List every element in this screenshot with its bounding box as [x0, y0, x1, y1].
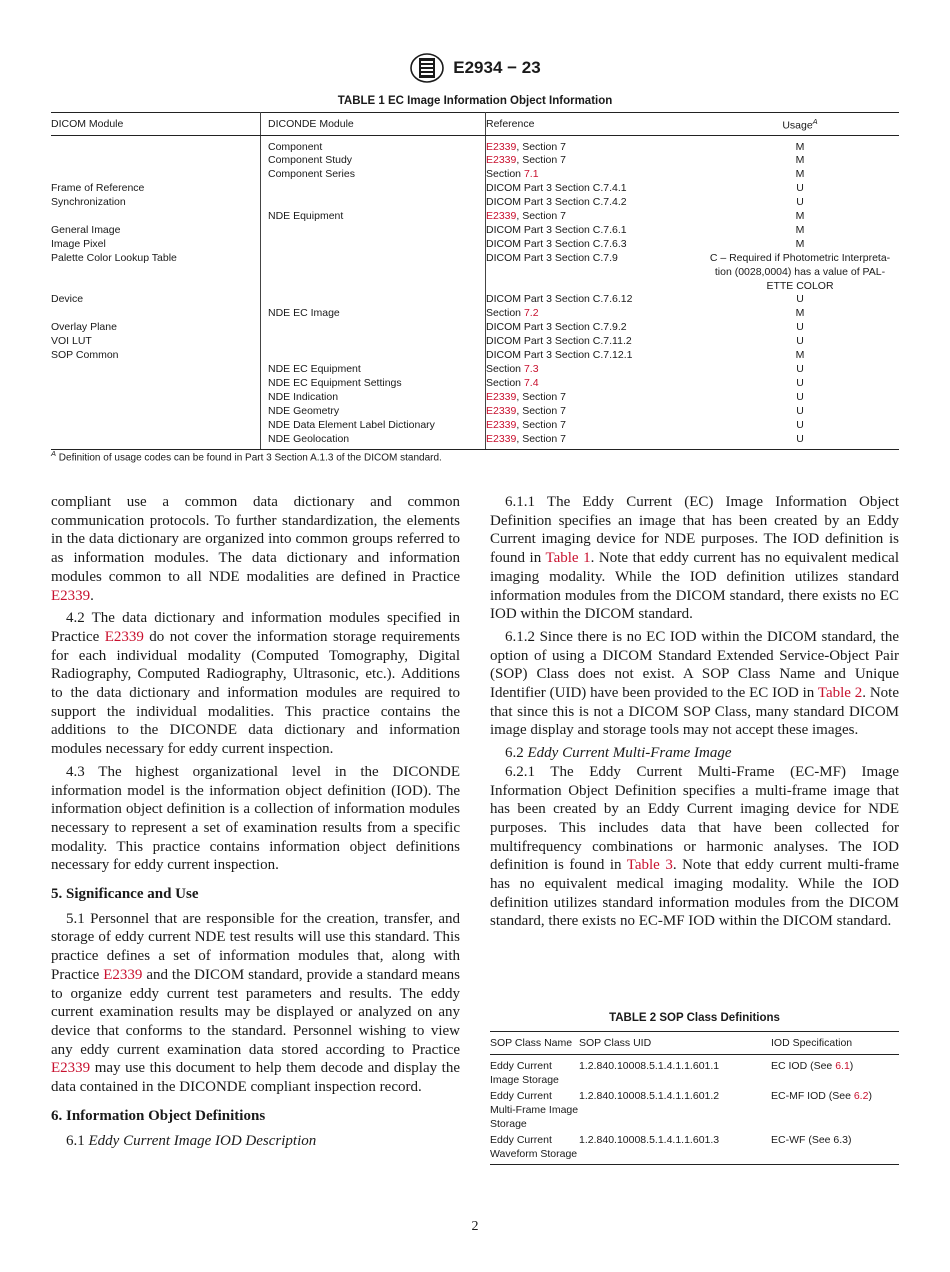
reference-cell [486, 196, 702, 210]
reference-text: Section [486, 376, 524, 389]
table1-row [51, 252, 899, 294]
dicom-module-cell: Overlay Plane [51, 321, 261, 335]
reference-text: DICOM Part 3 Section C.7.6.3 [486, 237, 627, 250]
dicom-module-cell: Device [51, 293, 261, 307]
reference-cell [486, 335, 702, 349]
footnote-text: Definition of usage codes can be found in Part 3 Section A.1.3 of the DICOM standard. [56, 452, 442, 464]
reference-cell [486, 154, 702, 168]
usage-cell: M [795, 210, 805, 223]
iod-text: EC-MF IOD (See [771, 1090, 854, 1102]
usage-line: C – Required if Photometric Interpreta- [709, 251, 891, 264]
diconde-module-cell: NDE EC Equipment [261, 363, 486, 377]
reference-cell [486, 391, 702, 405]
dicom-module-cell: SOP Common [51, 349, 261, 363]
reference-cell [486, 135, 702, 154]
text: . Note that eddy current has no equivalent medical imaging modality. While the IOD definition utilizes standard information modules from the DICOM standard, there exists no EC IOD within the DICOM standard. [490, 550, 899, 623]
table1-row [51, 433, 899, 450]
usage-cell: U [796, 418, 804, 431]
paragraph-4-1-cont [51, 493, 460, 605]
text: . [90, 587, 94, 604]
astm-logo-icon [409, 52, 445, 84]
left-column [51, 493, 460, 1150]
diconde-module-cell: Component [261, 135, 486, 154]
usage-cell [701, 252, 899, 294]
usage-cell: M [795, 223, 805, 236]
diconde-module-cell [261, 252, 486, 294]
iod-spec-cell [771, 1055, 899, 1088]
reference-text: DICOM Part 3 Section C.7.9.2 [486, 321, 627, 334]
dicom-module-cell [51, 377, 261, 391]
diconde-module-cell: Component Series [261, 168, 486, 182]
section-link[interactable]: 7.1 [523, 168, 539, 181]
diconde-module-cell [261, 238, 486, 252]
table1-row [51, 321, 899, 335]
usage-cell: U [796, 321, 804, 334]
section-title: Eddy Current Multi-Frame Image [527, 745, 732, 762]
table1-row [51, 154, 899, 168]
reference-link[interactable]: E2339 [486, 210, 517, 223]
usage-cell: M [795, 154, 805, 167]
text: compliant use a common data dictionary and common communication protocols. To further standardization, the elements in the data dictionary are organized into common groups referred to as information modules. The data dictionary and information modules common to all NDE modalities are defined in Practice [51, 494, 460, 585]
section-link[interactable]: 7.4 [523, 376, 539, 389]
diconde-module-cell: NDE Indication [261, 391, 486, 405]
table1-footnote [51, 449, 442, 463]
paragraph-6-1-2 [490, 628, 899, 740]
section-number: 6.1 [66, 1132, 89, 1149]
table1-row [51, 293, 899, 307]
dicom-module-cell [51, 307, 261, 321]
table2-header-row [490, 1032, 899, 1055]
paragraph-6-1 [51, 1132, 460, 1151]
usage-cell: U [796, 196, 804, 209]
usage-line: ETTE COLOR [766, 279, 834, 292]
iod-spec-cell [771, 1131, 899, 1165]
dicom-module-cell [51, 405, 261, 419]
dicom-module-cell [51, 135, 261, 154]
diconde-module-cell: NDE Equipment [261, 210, 486, 224]
text: . Note that eddy current multi-frame has no equivalent medical imaging modality. While the IOD definition utilizes standard information modules from the DICOM standard, there exists no EC-MF IOD within the DICOM standard. [490, 857, 899, 930]
reference-text: , Section 7 [516, 154, 566, 167]
iod-text: EC-WF (See 6.3) [771, 1134, 852, 1146]
sop-class-uid-cell: 1.2.840.10008.5.1.4.1.1.601.2 [579, 1090, 720, 1102]
dicom-module-cell [51, 391, 261, 405]
table1-row [51, 405, 899, 419]
paragraph-6-2 [490, 744, 899, 763]
table1-row [51, 238, 899, 252]
table2-header-name: SOP Class Name [490, 1032, 579, 1055]
table2-title: TABLE 2 SOP Class Definitions [609, 1012, 780, 1024]
reference-text: Section [486, 168, 524, 181]
text: 6.1.1 The Eddy Current (EC) Image Information Object Definition specifies an image that has been created by an Eddy Current imaging device for NDE purposes. The IOD definition is found in [490, 494, 899, 567]
link-e2339[interactable]: E2339 [51, 1060, 91, 1077]
reference-text: Section [486, 307, 524, 320]
page-header [0, 52, 950, 84]
reference-cell [486, 377, 702, 391]
sop-class-uid-cell: 1.2.840.10008.5.1.4.1.1.601.3 [579, 1131, 771, 1165]
dicom-module-cell [51, 433, 261, 450]
table1-row [51, 377, 899, 391]
table1-header-reference: Reference [486, 113, 702, 136]
paragraph-6-2-1 [490, 763, 899, 931]
usage-cell: M [795, 307, 805, 320]
text: 6.2.1 The Eddy Current Multi-Frame (EC-MF) Image Information Object Definition specifies a multi-frame image that has been created by an Eddy Current imaging device for NDE purposes. This includes data that have been collected for multifrequency combinations or harmonic analyses. The IOD definition is found in [490, 763, 899, 874]
diconde-module-cell [261, 335, 486, 349]
link-table-1[interactable]: Table 1 [545, 550, 591, 567]
usage-cell: M [795, 168, 805, 181]
reference-text: DICOM Part 3 Section C.7.4.2 [486, 196, 627, 209]
reference-cell [486, 238, 702, 252]
link-e2339[interactable]: E2339 [103, 966, 143, 983]
dicom-module-cell: VOI LUT [51, 335, 261, 349]
link-table-3[interactable]: Table 3 [626, 857, 673, 874]
reference-text: , Section 7 [516, 140, 566, 153]
reference-link[interactable]: E2339 [486, 154, 517, 167]
table1-header-usage [701, 113, 899, 136]
table2 [490, 1031, 899, 1165]
table1-header-row [51, 113, 899, 136]
text: . Note that since this is not a DICOM SOP Class, many standard DICOM image display and storage tools may not accept these images. [490, 685, 899, 739]
link-e2339[interactable]: E2339 [104, 628, 144, 645]
usage-cell: U [701, 433, 899, 450]
reference-cell [486, 307, 702, 321]
reference-cell [486, 252, 702, 294]
reference-cell [486, 210, 702, 224]
table1-row [51, 419, 899, 433]
reference-text: , Section 7 [516, 418, 566, 431]
dicom-module-cell: Synchronization [51, 196, 261, 210]
reference-text: , Section 7 [516, 210, 566, 223]
table2-row [490, 1131, 899, 1165]
reference-link[interactable]: E2339 [486, 390, 517, 403]
reference-cell [486, 363, 702, 377]
table2-header-uid: SOP Class UID [579, 1032, 771, 1055]
reference-text: , Section 7 [516, 432, 566, 445]
reference-text: Section [486, 363, 524, 375]
reference-cell [486, 321, 702, 335]
table1-row [51, 363, 899, 377]
sop-class-name-cell: Eddy Current Waveform Storage [490, 1131, 579, 1165]
reference-text: DICOM Part 3 Section C.7.12.1 [486, 349, 633, 362]
text: 5.1 Personnel that are responsible for the creation, transfer, and storage of eddy current NDE test results will use this standard. This practice defines a set of information modules that, along with Practice [51, 910, 460, 983]
table1-row [51, 224, 899, 238]
reference-link[interactable]: E2339 [486, 432, 517, 445]
text: do not cover the information storage requirements for each individual modality (Computed Tomography, Digital Radiography, Computed Radiography, Ultrasonic, etc.). Additions to the data dictionary and information modules are required to support the individual modalities. This practice contains the additions to the DICONDE data dictionary and information modules necessary for eddy current inspection. [51, 628, 460, 758]
diconde-module-cell: NDE EC Image [261, 307, 486, 321]
reference-text: DICOM Part 3 Section C.7.6.1 [486, 223, 627, 236]
paragraph-6-1-1 [490, 493, 899, 624]
diconde-module-cell: NDE Data Element Label Dictionary [261, 419, 486, 433]
paragraph-4-3: 4.3 The highest organizational level in the DICONDE information model is the information object definition (IOD). The information object definition is a collection of information modules necessary to represent a set of examination results from a specific modality. This practice contains information object definitions necessary for eddy current inspection. [51, 763, 460, 874]
diconde-module-cell [261, 224, 486, 238]
iod-text-end: ) [868, 1090, 872, 1102]
table1-title: TABLE 1 EC Image Information Object Information [337, 95, 613, 107]
diconde-module-cell [261, 321, 486, 335]
usage-cell: U [796, 335, 804, 348]
dicom-module-cell [51, 210, 261, 224]
text: may use this document to help them decode and display the data contained in the DICONDE compliant inspection record. [51, 1060, 460, 1096]
text: and the DICOM standard, provide a standard means to organize eddy current test parameters and results. The eddy current examination results may be displayed or analyzed on any device that conforms to the standard. Personnel wishing to view any eddy current examination data stored according to Practice [51, 966, 460, 1058]
dicom-module-cell: Palette Color Lookup Table [51, 252, 261, 294]
table1-row [51, 307, 899, 321]
reference-cell [486, 182, 702, 196]
sop-class-name-cell: Eddy Current Multi-Frame Image Storage [490, 1090, 579, 1130]
iod-text-end: ) [849, 1060, 854, 1072]
standard-code: E2934 − 23 [453, 58, 541, 77]
usage-cell: M [795, 349, 805, 362]
diconde-module-cell: NDE EC Equipment Settings [261, 377, 486, 391]
iod-section-link[interactable]: 6.1 [835, 1060, 850, 1072]
table1-row [51, 168, 899, 182]
table1-row [51, 182, 899, 196]
reference-text: DICOM Part 3 Section C.7.6.12 [486, 293, 633, 306]
reference-link[interactable]: E2339 [486, 404, 517, 417]
reference-cell [486, 419, 702, 433]
reference-cell [486, 433, 702, 450]
dicom-module-cell: Image Pixel [51, 238, 261, 252]
iod-spec-cell [771, 1087, 899, 1131]
reference-cell [486, 293, 702, 307]
heading-section-6: 6. Information Object Definitions [51, 1107, 266, 1124]
reference-text: DICOM Part 3 Section C.7.11.2 [486, 335, 632, 348]
right-column [490, 493, 899, 931]
table1-header-diconde: DICONDE Module [261, 113, 486, 136]
section-link[interactable]: 7.2 [523, 307, 539, 320]
table1-row [51, 349, 899, 363]
diconde-module-cell [261, 349, 486, 363]
table1 [51, 112, 899, 450]
dicom-module-cell [51, 154, 261, 168]
diconde-module-cell: NDE Geometry [261, 405, 486, 419]
dicom-module-cell [51, 363, 261, 377]
table1-row [51, 210, 899, 224]
diconde-module-cell [261, 196, 486, 210]
reference-text: , Section 7 [516, 390, 566, 403]
reference-cell [486, 349, 702, 363]
sop-class-name-cell: Eddy Current Image Storage [490, 1060, 559, 1086]
usage-cell: U [796, 293, 804, 306]
heading-section-5: 5. Significance and Use [51, 886, 199, 903]
section-number: 6.2 [505, 745, 528, 762]
section-title: Eddy Current Image IOD Description [88, 1132, 317, 1149]
usage-cell: U [796, 363, 804, 375]
diconde-module-cell: NDE Geolocation [261, 433, 486, 450]
table2-row [490, 1055, 899, 1088]
reference-cell [486, 168, 702, 182]
reference-cell [486, 405, 702, 419]
table1-row [51, 391, 899, 405]
text: 6.1.2 Since there is no EC IOD within the DICOM standard, the option of using a DICOM Standard Extended Service-Object Pair (SOP) Class does not exist. A SOP Class Name and Unique Identifier (UID) have been provided to the EC IOD in [490, 628, 899, 702]
page-number: 2 [471, 1219, 479, 1234]
usage-cell: U [796, 376, 804, 389]
usage-cell: M [795, 140, 805, 153]
reference-text: , Section 7 [516, 404, 566, 417]
usage-cell: M [795, 237, 805, 250]
table2-row [490, 1087, 899, 1131]
table2-header-iod: IOD Specification [771, 1032, 899, 1055]
usage-line: tion (0028,0004) has a value of PAL- [714, 265, 886, 278]
dicom-module-cell: General Image [51, 224, 261, 238]
diconde-module-cell [261, 293, 486, 307]
reference-text: DICOM Part 3 Section C.7.9 [486, 251, 618, 264]
reference-cell [486, 224, 702, 238]
dicom-module-cell [51, 419, 261, 433]
paragraph-5-1 [51, 910, 460, 1097]
paragraph-4-2 [51, 609, 460, 759]
table1-row [51, 335, 899, 349]
dicom-module-cell: Frame of Reference [51, 182, 261, 196]
usage-cell: U [796, 390, 804, 403]
footnote-mark: A [51, 449, 57, 458]
usage-cell: U [796, 182, 804, 195]
table1-row [51, 135, 899, 154]
iod-text: EC IOD (See [771, 1060, 836, 1072]
dicom-module-cell [51, 168, 261, 182]
usage-note-mark: A [812, 117, 818, 126]
diconde-module-cell [261, 182, 486, 196]
link-e2339[interactable]: E2339 [51, 587, 91, 604]
section-link[interactable]: 7.3 [523, 363, 539, 375]
usage-cell: U [796, 404, 804, 417]
reference-text: DICOM Part 3 Section C.7.4.1 [486, 182, 627, 195]
text: 4.2 The data dictionary and information modules specified in Practice [51, 610, 460, 645]
sop-class-uid-cell: 1.2.840.10008.5.1.4.1.1.601.1 [579, 1060, 720, 1072]
usage-label: Usage [782, 119, 813, 132]
diconde-module-cell: Component Study [261, 154, 486, 168]
table1-row [51, 196, 899, 210]
table1-header-dicom: DICOM Module [51, 113, 261, 136]
reference-link[interactable]: E2339 [486, 418, 517, 431]
iod-section-link[interactable]: 6.2 [853, 1090, 869, 1102]
link-table-2[interactable]: Table 2 [817, 685, 863, 702]
reference-link[interactable]: E2339 [486, 140, 517, 153]
